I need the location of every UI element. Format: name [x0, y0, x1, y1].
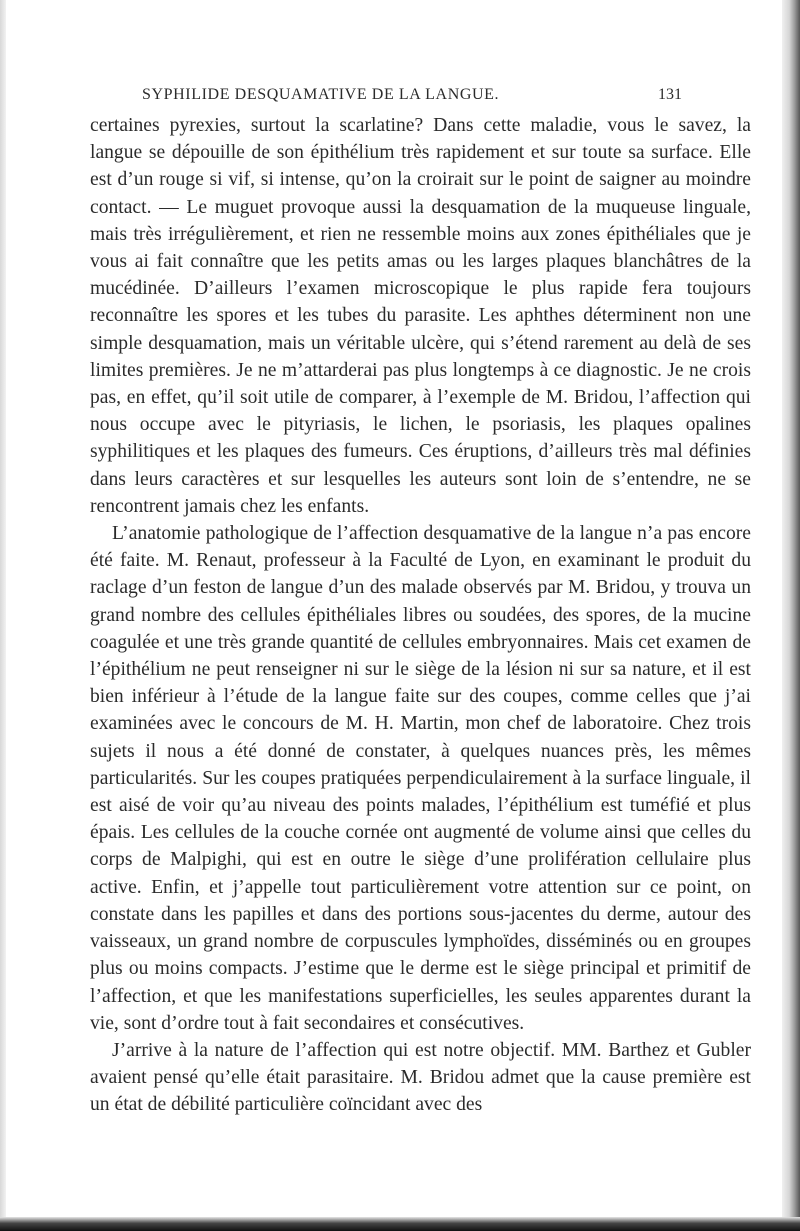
running-title: SYPHILIDE DESQUAMATIVE DE LA LANGUE. — [142, 86, 500, 103]
paragraph-nature: J’arrive à la nature de l’affection qui est notre objectif. MM. Barthez et Gubler avaient pensé qu’elle était parasitaire. M. Bridou admet que la cause première est un état de débilité particulière coïncidant avec des — [90, 1039, 751, 1116]
body-text — [90, 112, 751, 1119]
page-right-edge — [782, 0, 800, 1231]
running-head — [142, 86, 682, 108]
page-number: 131 — [658, 86, 682, 103]
page-left-edge — [0, 0, 6, 1231]
paragraph-anatomy: L’anatomie pathologique de l’affection desquamative de la langue n’a pas encore été faite. M. Renaut, professeur à la Faculté de Lyon, en examinant le produit du raclage d’un feston de langue d’un des malade observés par M. Bridou, y trouva un grand nombre des cellules épithéliales libres ou soudées, des spores, de la mucine coagulée et une très grande quantité de cellules embryonnaires. Mais cet examen de l’épithélium ne peut renseigner ni sur le siège de la lésion ni sur sa nature, et il est bien inférieur à l’étude de la langue faite sur des coupes, comme celles que j’ai examinées avec le concours de M. H. Martin, mon chef de laboratoire. Chez trois sujets il nous a été donné de constater, à quelques nuances près, les mêmes particularités. Sur les coupes pratiquées perpendiculairement à la surface linguale, il est aisé de voir qu’au niveau des points malades, l’épithélium est tuméfié et plus épais. Les cellules de la couche cornée ont augmenté de volume ainsi que celles du corps de Malpighi, qui est en outre le siège d’une prolifération cellulaire plus active. Enfin, et j’appelle tout particulièrement votre attention sur ce point, on constate dans les papilles et dans des portions sous-jacentes du derme, autour des vaisseaux, un grand nombre de corpuscules lymphoïdes, disséminés ou en groupes plus ou moins compacts. J’estime que le derme est le siège principal et primitif de l’affection, et que les manifestations superficielles, les seules apparentes durant la vie, sont d’ordre tout à fait secondaires et consécutives. — [90, 523, 751, 1034]
page-bottom-edge — [0, 1217, 800, 1231]
paragraph-continuation: certaines pyrexies, surtout la scarlatine? Dans cette maladie, vous le savez, la langue se dépouille de son épithélium très rapidement et sur toute sa surface. Elle est d’un rouge si vif, si intense, qu’on la croirait sur le point de saigner au moindre contact. — Le muguet provoque aussi la desquamation de la muqueuse linguale, mais très irrégulièrement, et rien ne ressemble moins aux zones épithéliales que je vous ai fait connaître que les petits amas ou les larges plaques blanchâtres de la mucédinée. D’ailleurs l’examen microscopique le plus rapide fera toujours reconnaître les spores et les tubes du parasite. Les aphthes déterminent non une simple desquamation, mais un véritable ulcère, qui s’étend rarement au delà de ses limites premières. Je ne m’attarderai pas plus longtemps à ce diagnostic. Je ne crois pas, en effet, qu’il soit utile de comparer, à l’exemple de M. Bridou, l’affection qui nous occupe avec le pityriasis, le lichen, le psoriasis, les plaques opalines syphilitiques et les plaques des fumeurs. Ces éruptions, d’ailleurs très mal définies dans leurs caractères et sur lesquelles les auteurs sont loin de s’entendre, ne se rencontrent jamais chez les enfants. — [90, 115, 751, 517]
